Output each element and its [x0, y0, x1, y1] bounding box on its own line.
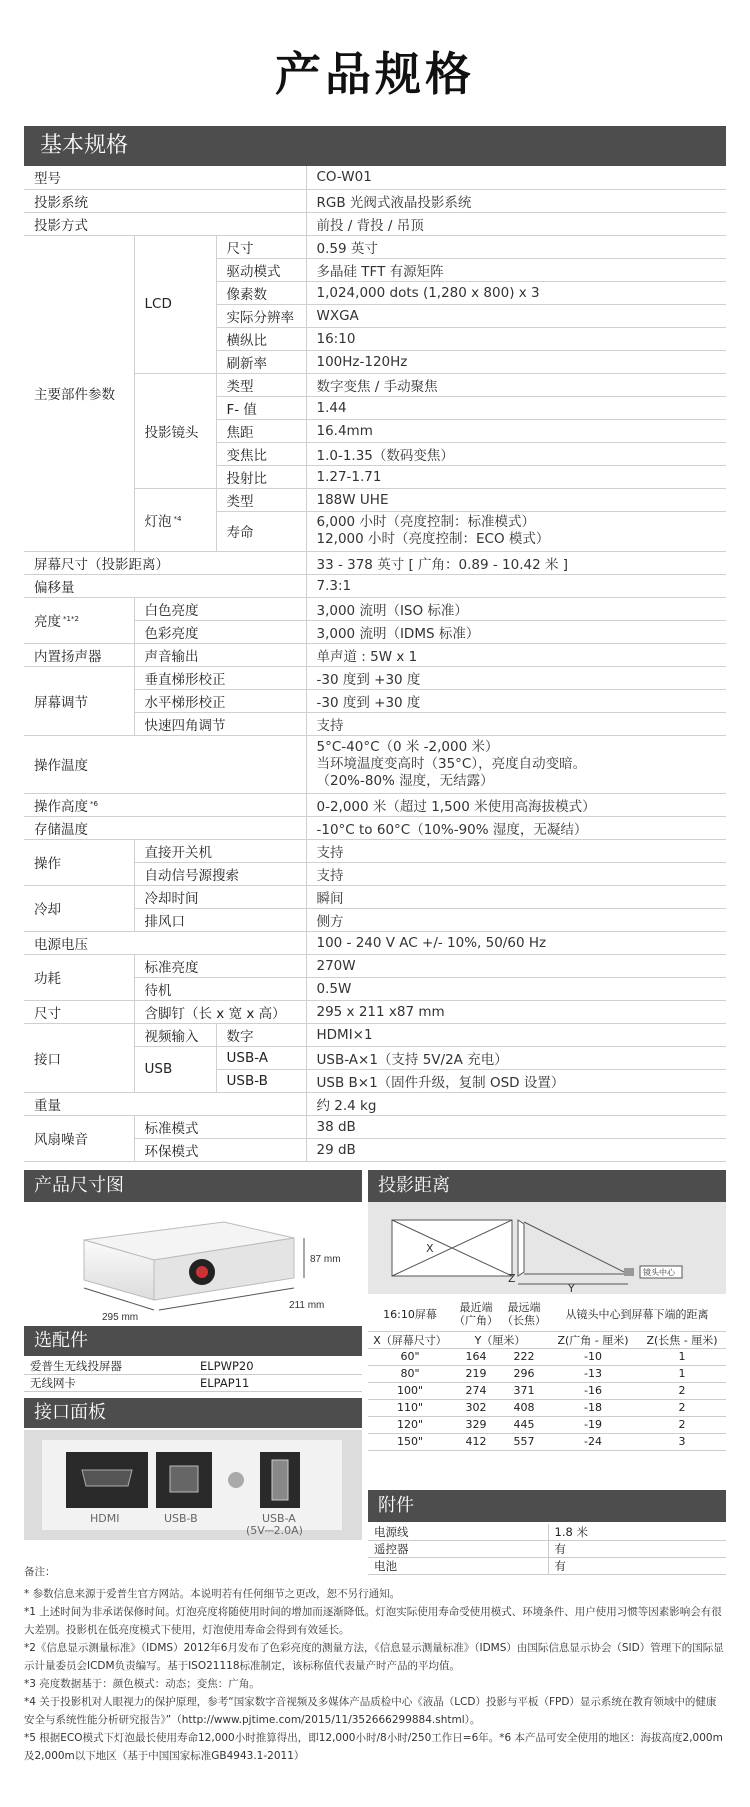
section-header-throw: 投影距离: [368, 1170, 726, 1202]
table-row: 焦距 16.4mm: [24, 419, 726, 442]
table-row: USB-B USB B×1（固件升级，复制 OSD 设置）: [24, 1069, 726, 1092]
table-row: 电池 有: [368, 1558, 726, 1575]
section-header-included: 附件: [368, 1490, 726, 1522]
table-row: 灯泡 $^{*4}$ 类型 188W UHE: [24, 488, 726, 511]
section-header-dimensions: 产品尺寸图: [24, 1170, 362, 1202]
dim-height-label: 87 mm: [310, 1254, 341, 1265]
port-panel-image: [24, 1430, 362, 1540]
table-row: 屏幕调节 垂直梯形校正 -30 度到 +30 度: [24, 666, 726, 689]
table-row: 接口 视频输入 数字 HDMI×1: [24, 1023, 726, 1046]
throw-diagram: [368, 1202, 726, 1294]
table-row: 投影方式 前投 / 背投 / 吊顶: [24, 212, 726, 235]
table-row: 操作 直接开关机 支持: [24, 839, 726, 862]
table-row: 16:10屏幕 最近端 （广角） 最远端 （长焦） 从镜头中心到屏幕下端的距离: [368, 1297, 726, 1331]
throw-x-label: X: [426, 1242, 434, 1255]
table-row: 电源线 1.8 米: [368, 1524, 726, 1541]
dim-width-label: 295 mm: [102, 1312, 139, 1322]
projector-dimension-drawing: [24, 1202, 362, 1322]
dim-depth-label: 211 mm: [289, 1300, 325, 1311]
table-row: 主要部件参数 LCD 尺寸 0.59 英寸: [24, 235, 726, 258]
table-row: 投影镜头 类型 数字变焦 / 手动聚焦: [24, 373, 726, 396]
section-header-options: 选配件: [24, 1326, 362, 1356]
table-row: 投射比 1.27-1.71: [24, 465, 726, 488]
table-row: 变焦比 1.0-1.35（数码变焦）: [24, 442, 726, 465]
table-row: 内置扬声器 声音输出 单声道 : 5W x 1: [24, 643, 726, 666]
port-panel-svg: [24, 1430, 362, 1540]
table-row: 屏幕尺寸（投影距离） 33 - 378 英寸 [ 广角：0.89 - 10.42 米 ]: [24, 551, 726, 574]
table-row: 寿命 6,000 小时（亮度控制：标准模式） 12,000 小时（亮度控制：ECO 模式）: [24, 511, 726, 551]
table-row: 快速四角调节 支持: [24, 712, 726, 735]
table-row: 爱普生无线投屏器 ELPWP20: [24, 1358, 362, 1375]
table-row: 遥控器 有: [368, 1541, 726, 1558]
table-row: 水平梯形校正 -30 度到 +30 度: [24, 689, 726, 712]
table-row: 存储温度 -10°C to 60°C（10%-90% 湿度，无凝结）: [24, 816, 726, 839]
table-row: USB USB-A USB-A×1（支持 5V/2A 充电）: [24, 1046, 726, 1069]
table-row: 冷却 冷却时间 瞬间: [24, 885, 726, 908]
usb-a-note: (5V⎓2.0A): [246, 1524, 303, 1537]
table-row: 110" 302 408 -18 2: [368, 1399, 726, 1416]
table-row: 投影系统 RGB 光阀式液晶投影系统: [24, 189, 726, 212]
section-header-ports: 接口面板: [24, 1398, 362, 1428]
table-row: 偏移量 7.3:1: [24, 574, 726, 597]
throw-z-label: Z: [508, 1272, 516, 1285]
throw-lens-label: 镜头中心: [643, 1268, 675, 1277]
usb-a-port-icon: [272, 1460, 288, 1500]
table-row: 操作温度 5°C-40°C（0 米 -2,000 米） 当环境温度变高时（35°C），亮度自动变暗。 （20%-80% 湿度，无结露）: [24, 735, 726, 793]
usb-b-label: USB-B: [164, 1512, 198, 1525]
hdmi-label: HDMI: [90, 1512, 120, 1525]
table-row: 待机 0.5W: [24, 977, 726, 1000]
table-row: 自动信号源搜索 支持: [24, 862, 726, 885]
throw-diagram-svg: [368, 1202, 726, 1294]
table-row: 功耗 标准亮度 270W: [24, 954, 726, 977]
table-row: 刷新率 100Hz-120Hz: [24, 350, 726, 373]
table-row: X（屏幕尺寸） Y（厘米） Z(广角 - 厘米) Z(长焦 - 厘米): [368, 1331, 726, 1348]
throw-table: [368, 1297, 726, 1451]
table-row: 驱动模式 多晶硅 TFT 有源矩阵: [24, 258, 726, 281]
table-row: 色彩亮度 3,000 流明（IDMS 标准）: [24, 620, 726, 643]
table-row: 150" 412 557 -24 3: [368, 1433, 726, 1450]
table-row: 风扇噪音 标准模式 38 dB: [24, 1115, 726, 1138]
usb-b-port-icon: [170, 1466, 198, 1492]
table-row: 环保模式 29 dB: [24, 1138, 726, 1161]
table-row: 电源电压 100 - 240 V AC +/- 10%, 50/60 Hz: [24, 931, 726, 954]
table-row: 操作高度 $^{*6}$ 0-2,000 米（超过 1,500 米使用高海拔模式）: [24, 793, 726, 816]
usb-a-label: USB-A: [262, 1512, 296, 1525]
table-row: 横纵比 16:10: [24, 327, 726, 350]
table-row: 尺寸 含脚钉（长 x 宽 x 高） 295 x 211 x87 mm: [24, 1000, 726, 1023]
table-row: 100" 274 371 -16 2: [368, 1382, 726, 1399]
hdmi-port-icon: [82, 1470, 132, 1486]
table-row: 无线网卡 ELPAP11: [24, 1375, 362, 1392]
options-table: [24, 1358, 362, 1392]
throw-y-label: Y: [568, 1282, 575, 1294]
spec-table: [24, 166, 726, 1162]
table-row: F- 值 1.44: [24, 396, 726, 419]
page-title: 产品规格: [275, 47, 475, 101]
table-row: 像素数 1,024,000 dots (1,280 x 800) x 3: [24, 281, 726, 304]
table-row: 亮度 $^{*1*2}$ 白色亮度 3,000 流明（ISO 标准）: [24, 597, 726, 620]
table-row: 80" 219 296 -13 1: [368, 1365, 726, 1382]
table-row: 60" 164 222 -10 1: [368, 1348, 726, 1365]
table-row: 型号 CO-W01: [24, 166, 726, 189]
footnotes: 备注： * 参数信息来源于爱普生官方网站。本说明若有任何细节之更改，恕不另行通知。 *1 上述时间为非承诺保修时间。灯泡亮度将随使用时间的增加而逐渐降低。灯泡实际使用寿命受使用模式、环境条件、用户使用习惯等因素影响会有很大差别。投影机在低亮度模式下使用，灯泡使用寿命会得到有效延长。 *2《信息显示测量标准》（IDMS）2012年6月发布了色彩亮度的测量方法，《信息显示测量标准》（IDMS）由国际信息显示协会（SID）管理下的国际显示计量委员会ICDM负责编写。基于ISO21118标准制定，该标称值代表量产时产品的平均值。 *3 亮度数据基于：颜色模式：动态；变焦：广角。 *4 关于投影机对人眼视力的保护原理，参考“国家数字音视频及多媒体产品质检中心《液晶（LCD）投影与平板（FPD）显示系统在教育领域中的健康安全与系统性能分析研究报告》”（http://www.pjtime.com/2015/11/352666299884.shtml）。 *5 根据ECO模式下灯泡最长使用寿命12,000小时推算得出，即12,000小时/8小时/250工作日=6年。*6 本产品可安全使用的地区：海拔高度2,000m及2,000m以下地区（基于中国国家标准GB4943.1-2011）: [24, 1566, 724, 1762]
table-row: 重量 约 2.4 kg: [24, 1092, 726, 1115]
projector-drawing-svg: [24, 1202, 362, 1322]
table-row: 实际分辨率 WXGA: [24, 304, 726, 327]
table-row: 排风口 侧方: [24, 908, 726, 931]
section-header-basic: 基本规格: [24, 126, 726, 166]
table-row: 120" 329 445 -19 2: [368, 1416, 726, 1433]
